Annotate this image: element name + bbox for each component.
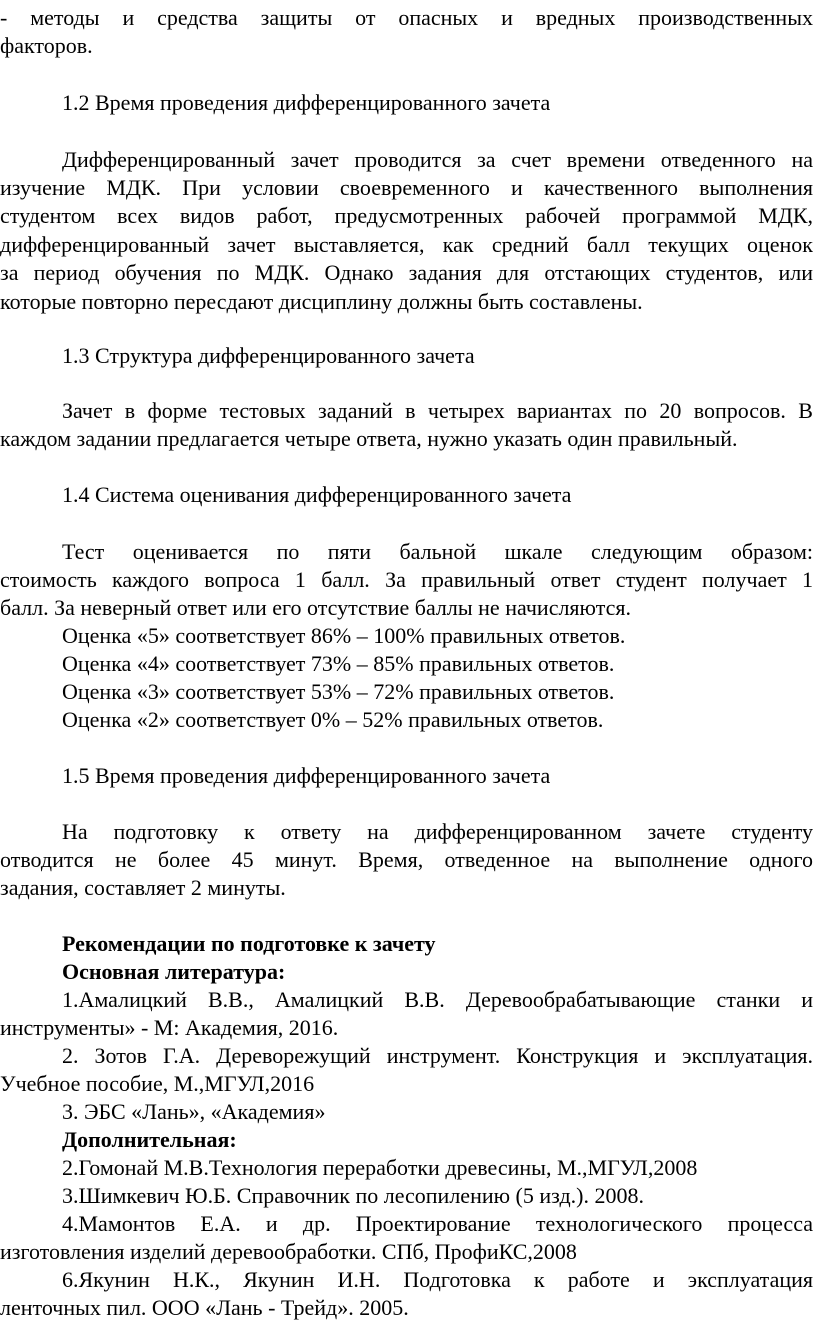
reference-line: 2.Гомонай М.В.Технология переработки древесины, М.,МГУЛ,2008 — [62, 1155, 698, 1180]
paragraph-line: стоимость каждого вопроса 1 балл. За правильный ответ студент получает 1 — [0, 567, 813, 592]
grade-line: Оценка «5» соответствует 86% – 100% правильных ответов. — [62, 623, 626, 648]
reference-line: 3.Шимкевич Ю.Б. Справочник по лесопилению (5 изд.). 2008. — [62, 1183, 644, 1208]
reference-line: 4.Мамонтов Е.А. и др. Проектирование технологического процесса — [62, 1211, 813, 1236]
paragraph-line: балл. За неверный ответ или его отсутствие баллы не начисляются. — [0, 595, 631, 620]
section-heading-1-2: 1.2 Время проведения дифференцированного зачета — [62, 90, 551, 115]
paragraph-line: изучение МДК. При условии своевременного и качественного выполнения — [0, 175, 813, 200]
list-item-line: факторов. — [0, 33, 93, 58]
additional-literature-title: Дополнительная: — [62, 1127, 237, 1152]
paragraph-line: задания, составляет 2 минуты. — [0, 875, 286, 900]
paragraph-line: дифференцированный зачет выставляется, как средний балл текущих оценок — [0, 232, 813, 257]
paragraph-line: каждом задании предлагается четыре ответа, нужно указать один правильный. — [0, 426, 738, 451]
grade-line: Оценка «2» соответствует 0% – 52% правильных ответов. — [62, 707, 604, 732]
grade-line: Оценка «4» соответствует 73% – 85% правильных ответов. — [62, 651, 615, 676]
reference-line: Учебное пособие, М.,МГУЛ,2016 — [0, 1071, 315, 1096]
list-item-line: - методы и средства защиты от опасных и вредных производственных — [0, 5, 813, 30]
section-heading-1-5: 1.5 Время проведения дифференцированного зачета — [62, 763, 551, 788]
section-heading-1-3: 1.3 Структура дифференцированного зачета — [62, 343, 475, 368]
reference-line: инструменты» - М: Академия, 2016. — [0, 1015, 339, 1040]
main-literature-title: Основная литература: — [62, 959, 286, 984]
section-heading-1-4: 1.4 Система оценивания дифференцированного зачета — [62, 482, 572, 507]
reference-line: 2. Зотов Г.А. Дереворежущий инструмент. Конструкция и эксплуатация. — [62, 1043, 813, 1068]
reference-line: изготовления изделий деревообработки. СПб, ПрофиКС,2008 — [0, 1239, 577, 1264]
reference-line: 1.Амалицкий В.В., Амалицкий В.В. Деревообрабатывающие станки и — [62, 987, 813, 1012]
paragraph-line: за период обучения по МДК. Однако задания для отстающих студентов, или — [0, 260, 813, 285]
paragraph-line: На подготовку к ответу на дифференцированном зачете студенту — [62, 819, 813, 844]
paragraph-line: Тест оценивается по пяти бальной шкале следующим образом: — [62, 539, 813, 564]
paragraph-line: Зачет в форме тестовых заданий в четырех вариантах по 20 вопросов. В — [62, 398, 813, 423]
reference-line: 6.Якунин Н.К., Якунин И.Н. Подготовка к работе и эксплуатация — [62, 1267, 813, 1292]
reference-line: ленточных пил. ООО «Лань - Трейд». 2005. — [0, 1295, 409, 1320]
paragraph-line: студентом всех видов работ, предусмотренных рабочей программой МДК, — [0, 203, 813, 228]
reference-line: 3. ЭБС «Лань», «Академия» — [62, 1099, 326, 1124]
grade-line: Оценка «3» соответствует 53% – 72% правильных ответов. — [62, 679, 615, 704]
paragraph-line: которые повторно пересдают дисциплину должны быть составлены. — [0, 289, 643, 314]
paragraph-line: Дифференцированный зачет проводится за счет времени отведенного на — [62, 147, 813, 172]
recommendations-title: Рекомендации по подготовке к зачету — [62, 931, 436, 956]
paragraph-line: отводится не более 45 минут. Время, отведенное на выполнение одного — [0, 847, 813, 872]
